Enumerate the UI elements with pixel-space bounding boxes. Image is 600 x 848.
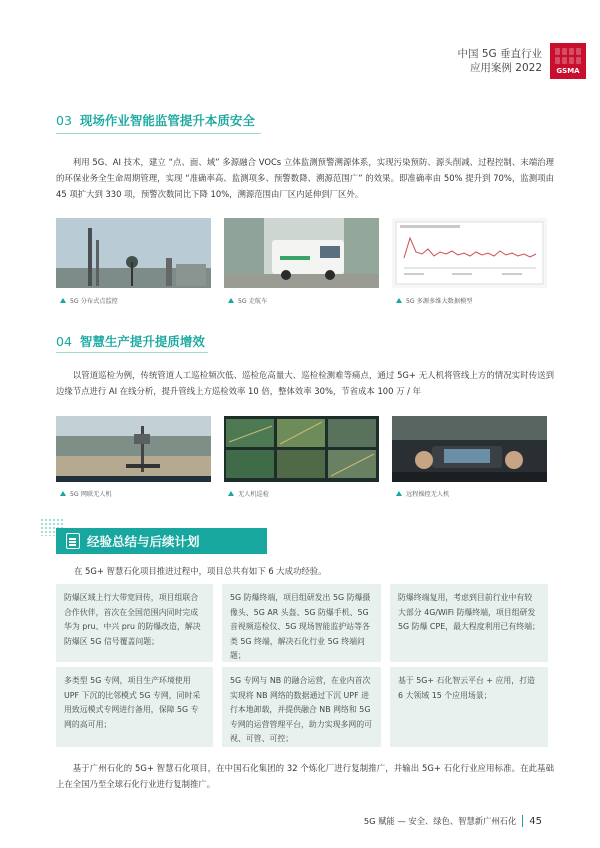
photo-remote-control <box>392 416 547 482</box>
section-03-paragraph: 利用 5G、AI 技术，建立 “点、面、域” 多源融合 VOCs 立体监测预警溯源体系，实现污染预防、源头削减、过程控制、末端治理的环保业务全生命周期管理，实现 “准确率高、监测项多、预警数降、溯源范围广” 的效果。即准确率由 50% 提升到 70%，监测项由 45 项扩大到 330 项，预警次数同比下降 10%，溯源范围由厂区内延伸到厂区外。 <box>56 157 554 199</box>
section-number: 03 <box>56 112 72 128</box>
section-04-heading <box>56 332 205 350</box>
photo-drone-inspection <box>224 416 379 482</box>
photo-networked-drone <box>56 416 211 482</box>
page-header <box>458 43 587 79</box>
page-footer <box>364 815 542 827</box>
summary-title: 经验总结与后续计划 <box>87 534 200 549</box>
photo-mobile-van <box>224 218 379 288</box>
caption: 5G 网联无人机 <box>60 489 112 498</box>
caption: 5G 走航车 <box>228 296 267 305</box>
summary-heading <box>56 528 267 554</box>
closing-paragraph: 基于广州石化的 5G+ 智慧石化项目，在中国石化集团的 32 个炼化厂进行复制推广，并输出 5G+ 石化行业应用标准。在此基础上在全国乃至全球石化行业进行复制推广。 <box>56 763 554 789</box>
document-icon <box>66 533 80 549</box>
caption: 无人机巡检 <box>228 489 269 498</box>
summary-card-3: 防爆终端复用，考虑到目前行业中有较大部分 4G/WiFi 防爆终端，项目组研发 5G 防爆 CPE，最大程度利用已有终端； <box>390 584 548 662</box>
gsma-logo: GSMA <box>550 43 586 79</box>
summary-card-4: 多类型 5G 专网，项目生产环境使用 UPF 下沉的比邻模式 5G 专网，同时采用致远模式专网进行备用，保障 5G 专网的高可用； <box>56 667 213 747</box>
photo-data-model <box>392 218 547 288</box>
page-number: 45 <box>529 815 542 827</box>
summary-card-6: 基于 5G+ 石化智云平台 + 应用，打造 6 大领域 15 个应用场景； <box>390 667 548 747</box>
section-underline <box>56 133 261 134</box>
summary-card-1: 防爆区域上行大带宽回传，项目组联合合作伙伴，首次在全国范围内同时完成华为 pru、中兴 pru 的防爆改造，解决防爆区 5G 信号覆盖问题； <box>56 584 213 662</box>
caption: 5G 分布式点监控 <box>60 296 118 305</box>
footer-separator <box>522 815 523 827</box>
header-line-2: 应用案例 2022 <box>469 62 542 74</box>
caption: 远程操控无人机 <box>396 489 449 498</box>
header-title <box>458 47 543 75</box>
summary-intro: 在 5G+ 智慧石化项目推进过程中，项目总共有如下 6 大成功经验。 <box>74 566 327 576</box>
section-number: 04 <box>56 333 72 349</box>
photo-distributed-monitoring <box>56 218 211 288</box>
footer-text: 5G 赋能 — 安全、绿色、智慧新广州石化 <box>363 816 517 826</box>
caption: 5G 多源多维大数据模型 <box>396 296 472 305</box>
summary-card-2: 5G 防爆终端，项目组研发出 5G 防爆摄像头、5G AR 头盔、5G 防爆手机、5G 音视频巡检仪、5G 现场智能监护站等各类 5G 终端，解决石化行业 5G 终端问题； <box>222 584 381 662</box>
section-03-heading <box>56 111 255 129</box>
summary-card-5: 5G 专网与 NB 的融合运营，在业内首次实现将 NB 网络的数据通过下沉 UPF 进行本地卸载，并提供融合 NB 网络和 5G 专网的运营管理平台，助力实现多网的可视、可管、可控； <box>222 667 381 747</box>
header-line-1: 中国 5G 垂直行业 <box>457 48 542 60</box>
section-title: 智慧生产提升提质增效 <box>79 334 205 349</box>
section-title: 现场作业智能监管提升本质安全 <box>79 113 255 128</box>
section-04-paragraph: 以管道巡检为例，传统管道人工巡检频次低、巡检危高量大、巡检检测难等痛点，通过 5G+ 无人机将管线上方的情况实时传送到边缘节点进行 AI 在线分析，提升管线上方巡检效率 10 倍，整体效率 30%，节省成本 100 万 / 年 <box>56 370 554 396</box>
section-underline <box>56 352 208 353</box>
